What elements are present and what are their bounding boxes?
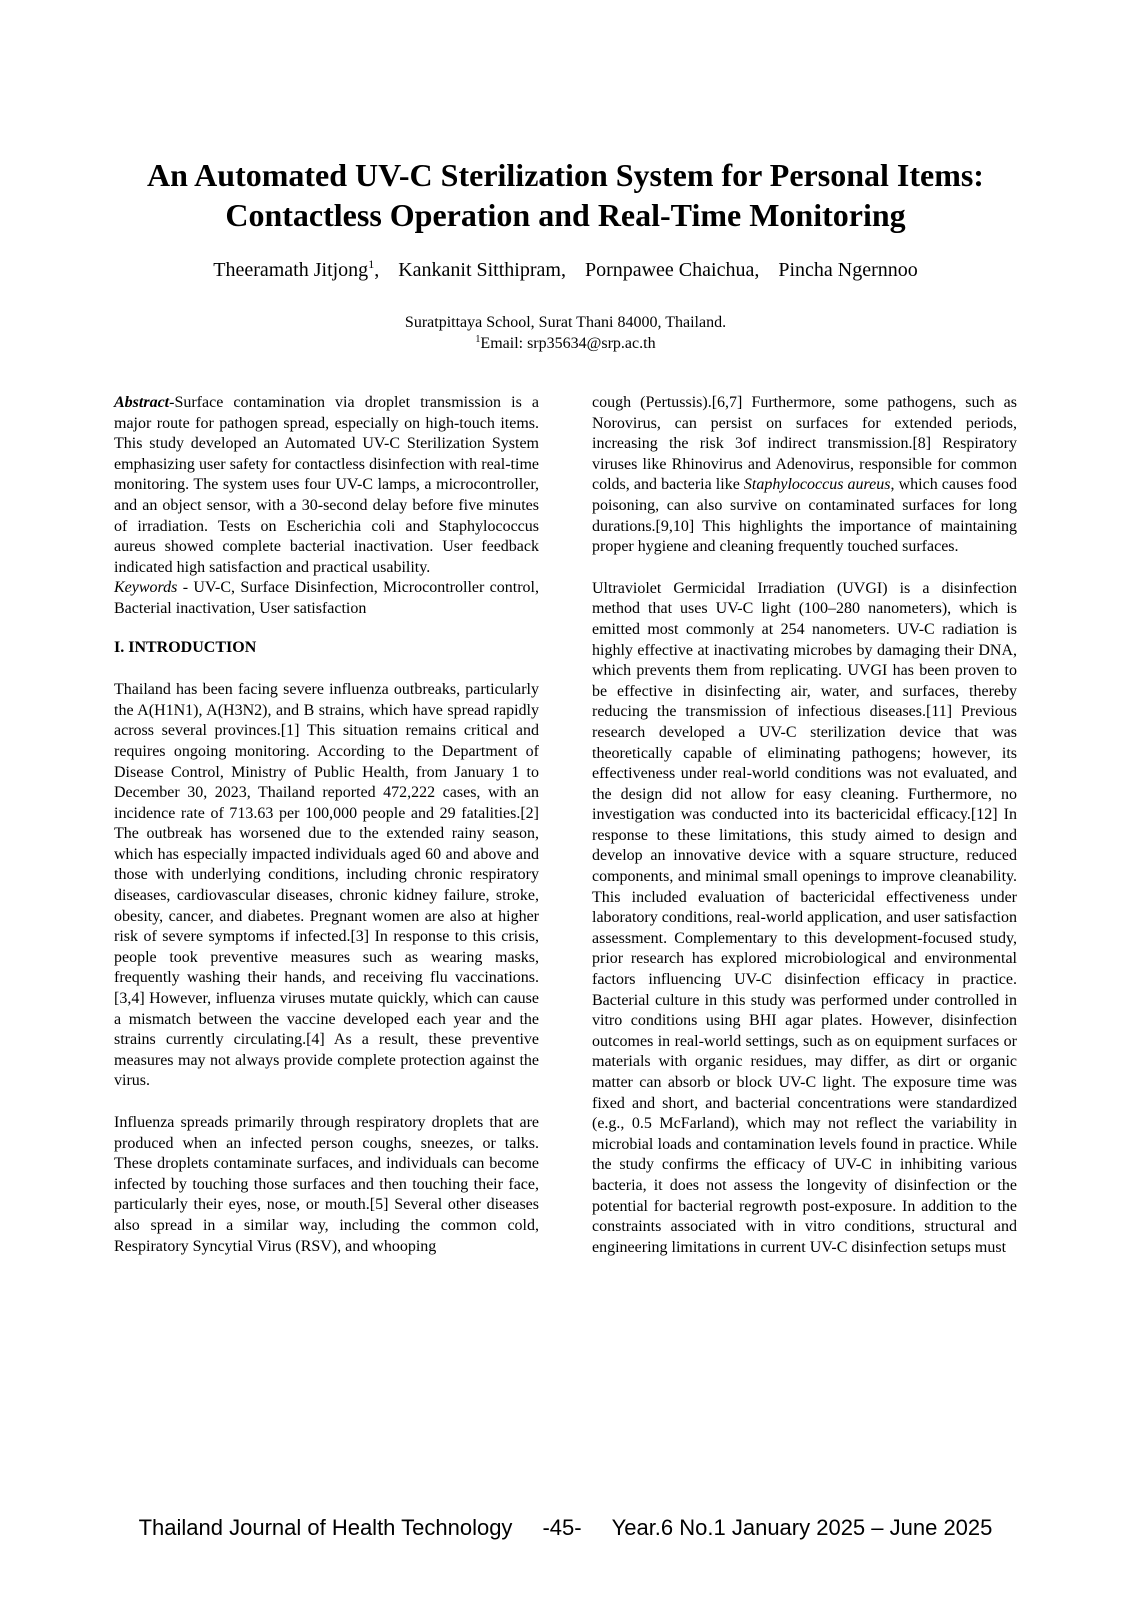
species-name: Staphylococcus aureus [743,476,891,494]
left-column [114,393,539,1257]
keywords [114,578,539,619]
intro-paragraph-1: Thailand has been facing severe influenza outbreaks, particularly the A(H1N1), A(H3N2), and B strains, which have spread rapidly across several provinces.[1] This situation remains critical and requires ongoing monitoring. According to the Department of Disease Control, Ministry of Public Health, from January 1 to December 30, 2023, Thailand reported 472,222 cases, with an incidence rate of 713.63 per 100,000 people and 29 fatalities.[2] The outbreak has worsened due to the extended rainy season, which has especially impacted individuals aged 60 and above and those with underlying conditions, including chronic respiratory diseases, cardiovascular diseases, chronic kidney failure, stroke, obesity, cancer, and diabetes. Pregnant women are also at higher risk of severe symptoms if infected.[3] In response to this crisis, people took preventive measures such as wearing masks, frequently washing their hands, and receiving flu vaccinations.[3,4] However, influenza viruses mutate quickly, which can cause a mismatch between the vaccine developed each year and the strains currently circulating.[4] As a result, these preventive measures may not always provide complete protection against the virus. [114,681,539,1090]
keywords-label: Keywords [114,579,178,597]
affiliation-email-line [60,333,1071,354]
author-1-superscript: 1 [368,257,375,271]
affiliation-email: Email: srp35634@srp.ac.th [480,335,656,352]
paper-title-line-1: An Automated UV-C Sterilization System for Personal Items: [147,157,984,193]
paper-title-line-2: Contactless Operation and Real-Time Monitoring [225,197,906,233]
abstract-label: Abstract [114,394,170,411]
footer-issue: Year.6 No.1 January 2025 – June 2025 [611,1515,993,1540]
abstract [114,393,539,578]
abstract-text: -Surface contamination via droplet transmission is a major route for pathogen spread, especially on high-touch items. This study developed an Automated UV-C Sterilization System emphasizing user safety for contactless disinfection with real-time monitoring. The system uses four UV-C lamps, a microcontroller, and an object sensor, with a 30-second delay before five minutes of irradiation. Tests on Escherichia coli and Staphylococcus aureus showed complete bacterial inactivation. User feedback indicated high satisfaction and practical usability. [114,394,539,576]
right-column [592,393,1017,1258]
intro-paragraph-3: cough (Pertussis).[6,7] Furthermore, some pathogens, such as Norovirus, can persist on surfaces for extended periods, increasing the risk 3of indirect transmission.[8] Respiratory viruses like Rhinovirus and Adenovirus, responsible for common colds, and bacteria like Staphylococcus aureus, which causes food poisoning, can also survive on contaminated surfaces for long durations.[9,10] This highlights the importance of maintaining proper hygiene and cleaning frequently touched surfaces. [592,394,1017,556]
intro-paragraph-4: Ultraviolet Germicidal Irradiation (UVGI) is a disinfection method that uses UV-C light (100–280 nanometers), which is emitted most commonly at 254 nanometers. UV-C radiation is highly effective at inactivating microbes by damaging their DNA, which prevents them from replicating. UVGI has been proven to be effective in disinfecting air, water, and surfaces, thereby reducing the transmission of infectious diseases.[11] Previous research developed a UV-C sterilization device that was theoretically capable of eliminating pathogens; however, its effectiveness under real-world conditions was not evaluated, and the design did not allow for easy cleaning. Furthermore, no investigation was conducted into its bactericidal efficacy.[12] In response to these limitations, this study aimed to design and develop an innovative device with a square structure, reduced components, and minimal small openings to improve cleanability. This included evaluation of bactericidal effectiveness under laboratory conditions, real-world application, and user satisfaction assessment. Complementary to this development-focused study, prior research has explored microbiological and environmental factors influencing UV-C disinfection efficacy in practice. Bacterial culture in this study was performed under controlled in vitro conditions using BHI agar plates. However, disinfection outcomes in real-world settings, such as on equipment surfaces or materials with organic residues, may differ, as dirt or organic matter can absorb or block UV-C light. The exposure time was fixed and short, and bacterial concentrations were standardized (e.g., 0.5 McFarland), which may not reflect the variability in microbial loads and contamination levels found in practice. While the study confirms the efficacy of UV-C in inhibiting various bacteria, it does not assess the longevity of disinfection or the potential for bacterial regrowth post-exposure. In addition to the constraints associated with in vitro conditions, structural and engineering limitations in current UV-C disinfection setups must [592,579,1017,1256]
affiliation [60,312,1071,354]
footer-journal: Thailand Journal of Health Technology [138,1515,513,1540]
email-superscript: 1 [475,334,481,345]
author-3: Pornpawee Chaichua [584,259,755,281]
intro-paragraph-2: Influenza spreads primarily through respiratory droplets that are produced when an infected person coughs, sneezes, or talks. These droplets contaminate surfaces, and individuals can become infected by touching those surfaces and then touching their face, particularly their eyes, nose, or mouth.[5] Several other diseases also spread in a similar way, including the common cold, Respiratory Syncytial Virus (RSV), and whooping [114,1114,539,1255]
paper-title [60,155,1071,235]
footer-page-number: -45- [542,1515,582,1540]
author-2: Kankanit Sitthipram [398,259,561,281]
author-4: Pincha Ngernnoo [778,259,918,281]
keywords-text: - UV-C, Surface Disinfection, Microcontroller control, Bacterial inactivation, User satisfaction [114,579,539,617]
author-list: Theeramath Jitjong$^1$, Kankanit Sitthipram, Pornpawee Chaichua, Pincha Ngernnoo [213,257,918,281]
affiliation-school: Suratpittaya School, Surat Thani 84000, Thailand. [404,314,727,331]
page-footer [60,1514,1071,1542]
author-1: Theeramath Jitjong$^1$, [213,257,380,281]
section-heading-introduction: I. INTRODUCTION [114,638,257,656]
